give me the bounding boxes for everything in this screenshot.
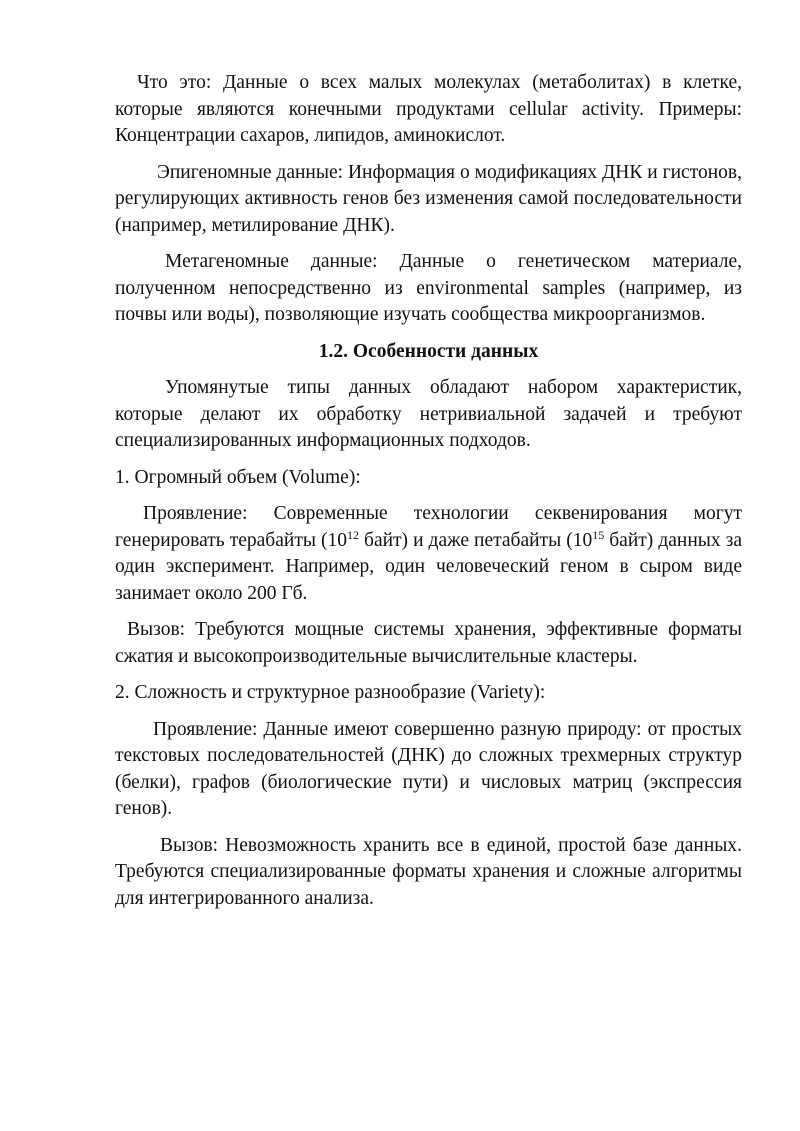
metabolomics-description: Что это: Данные о всех малых молекулах (метаболитах) в клетке, которые являются конечными продуктами cellular activity. Примеры: Концентрации сахаров, липидов, аминокислот.	[115, 72, 742, 146]
metagenomic-data-paragraph: Метагеномные данные: Данные о генетическом материале, полученном непосредственно из environmental samples (например, из почвы или воды), позволяющие изучать сообщества микроорганизмов.	[115, 251, 742, 325]
manifestation-text-part-3: байт) данных за один эксперимент. Например, один человеческий геном в сыром виде занимает около 200 Гб.	[115, 529, 743, 604]
epigenomic-data-paragraph: Эпигеномные данные: Информация о модификациях ДНК и гистонов, регулирующих активность генов без изменения самой последовательности (например, метилирование ДНК).	[115, 161, 742, 236]
item-volume-title: 1. Огромный объем (Volume):	[115, 466, 361, 488]
manifestation-text-part-1: Проявление: Современные технологии секвенирования могут генерировать терабайты (10	[115, 503, 742, 551]
item-variety-title: 2. Сложность и структурное разнообразие (Variety):	[115, 682, 546, 703]
exponent-12: 12	[346, 527, 359, 542]
section-heading: 1.2. Особенности данных	[318, 340, 539, 362]
manifestation-text-part-2: байт) и даже петабайты (10	[358, 529, 593, 551]
section-intro-paragraph: Упомянутые типы данных обладают набором характеристик, которые делают их обработку нетривиальной задачей и требуют специализированных информационных подходов.	[115, 377, 742, 451]
item-variety-manifestation: Проявление: Данные имеют совершенно разную природу: от простых текстовых последовательностей (ДНК) до сложных трехмерных структур (белки), графов (биологические пути) и числовых матриц (экспрессия генов).	[115, 718, 742, 819]
item-volume-manifestation	[115, 501, 742, 607]
exponent-15: 15	[592, 527, 605, 542]
item-variety-challenge: Вызов: Невозможность хранить все в единой, простой базе данных. Требуются специализированные форматы хранения и сложные алгоритмы для интегрированного анализа.	[115, 834, 742, 909]
document-page	[115, 70, 742, 922]
item-volume-challenge: Вызов: Требуются мощные системы хранения, эффективные форматы сжатия и высокопроизводительные вычислительные кластеры.	[115, 619, 742, 667]
